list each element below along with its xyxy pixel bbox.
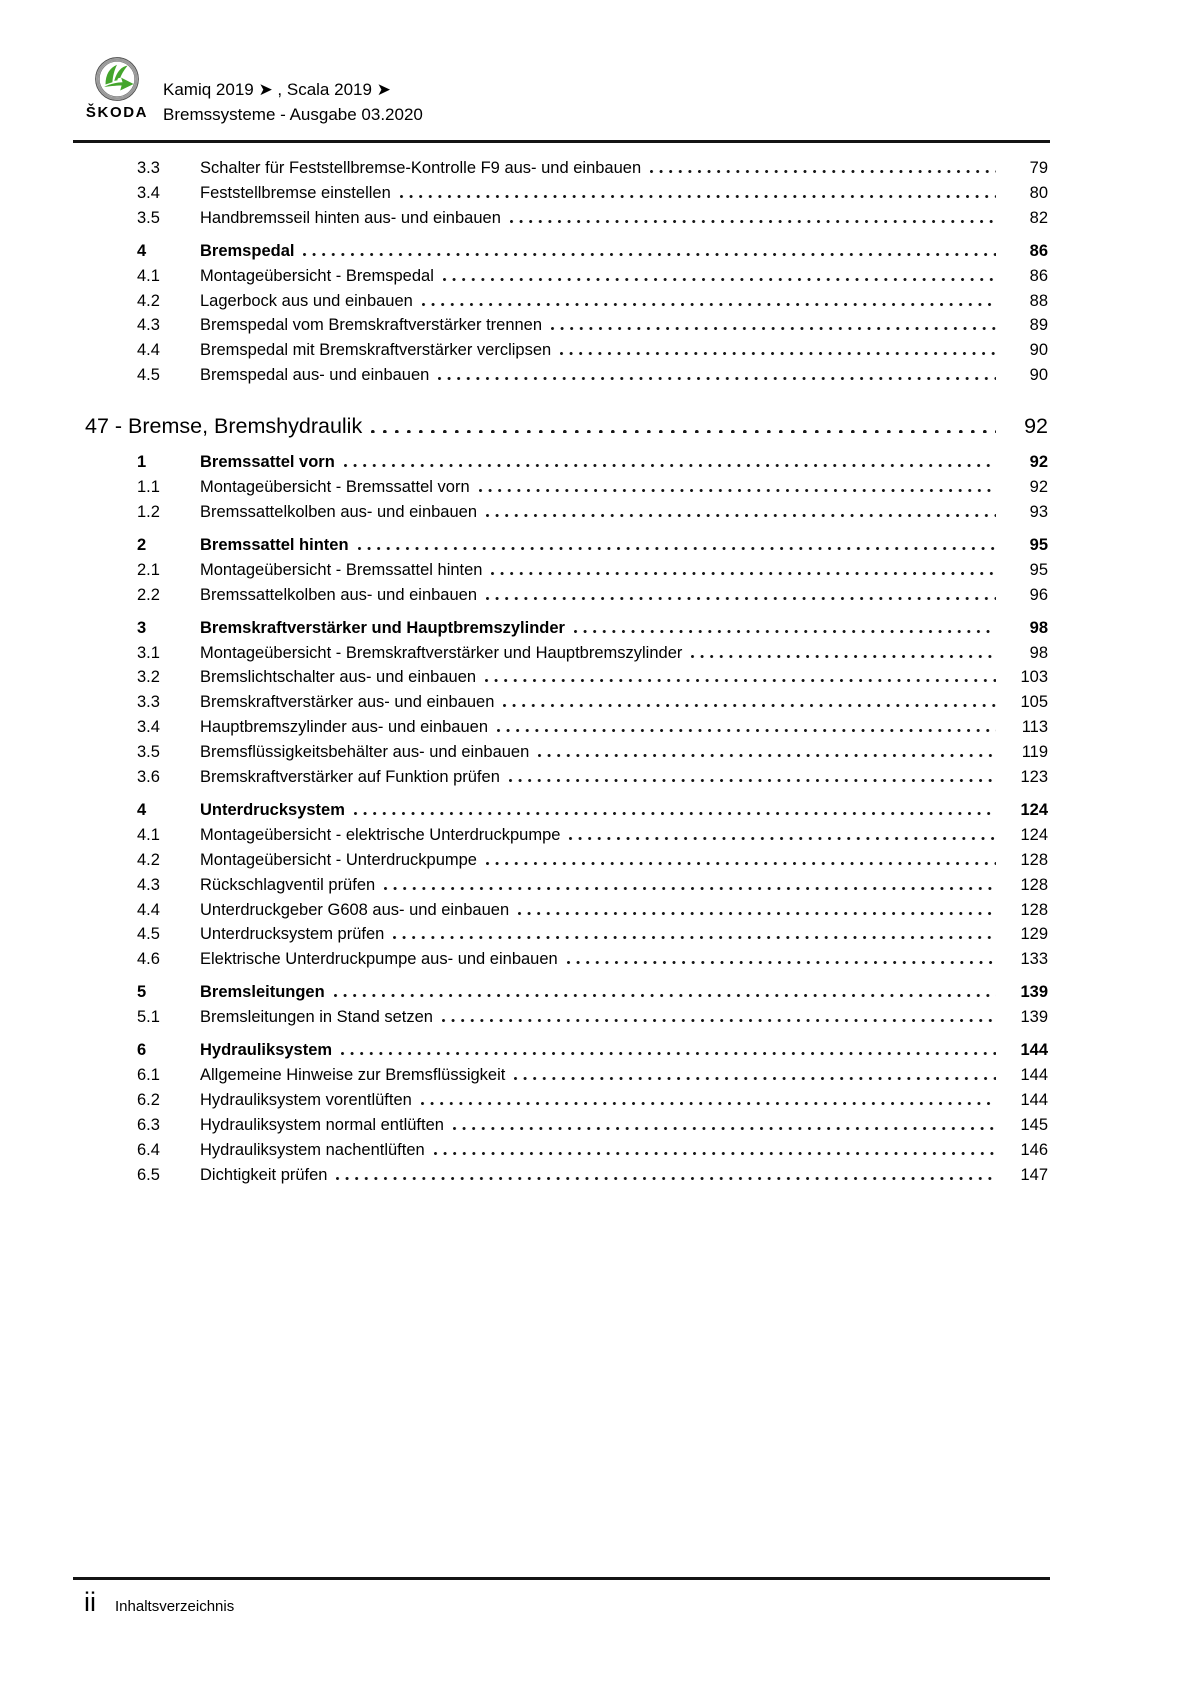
toc-entry-title: Montageübersicht - Bremssattel vorn <box>200 478 470 497</box>
toc-entry-number: 4 <box>137 241 147 260</box>
toc-entry-number: 1.1 <box>137 478 160 497</box>
toc-row <box>85 765 1048 790</box>
leader-dots <box>358 547 996 550</box>
toc-entry-page: 139 <box>1020 983 1048 1002</box>
toc-row <box>85 239 1048 264</box>
leader-dots <box>434 1152 996 1155</box>
toc-entry-number: 3.3 <box>137 693 160 712</box>
leader-dots <box>574 630 996 633</box>
skoda-logo-icon <box>94 56 140 102</box>
leader-dots <box>485 679 996 682</box>
toc-entry-page: 144 <box>1020 1066 1048 1084</box>
toc-row <box>85 363 1048 388</box>
header-rule <box>73 140 1050 143</box>
toc-row <box>85 1088 1048 1113</box>
toc-entry-page: 124 <box>1020 825 1048 844</box>
toc-entry-number: 4.1 <box>137 825 160 844</box>
toc-entry-title: Hydrauliksystem nachentlüften <box>200 1140 425 1159</box>
leader-dots <box>691 655 996 658</box>
toc-entry-number: 6.5 <box>137 1165 160 1184</box>
toc-row <box>85 798 1048 823</box>
toc-entry-page: 146 <box>1020 1140 1048 1159</box>
toc-chapter-title: 47 - Bremse, Bremshydraulik <box>85 414 363 439</box>
skoda-logo <box>80 56 154 121</box>
toc-row <box>85 338 1048 363</box>
leader-dots <box>518 912 996 915</box>
toc-entry-page: 98 <box>1029 643 1048 662</box>
leader-dots <box>384 887 996 890</box>
leader-dots <box>510 220 996 223</box>
toc-entry-number: 5.1 <box>137 1008 160 1027</box>
toc-entry-page: 103 <box>1020 668 1048 687</box>
toc-entry-page: 80 <box>1029 183 1048 202</box>
toc-entry-title: Bremsleitungen <box>200 983 325 1002</box>
toc-entry-title: Bremspedal vom Bremskraftverstärker trennen <box>200 316 543 335</box>
toc-row <box>85 823 1048 848</box>
page-footer <box>84 1586 234 1618</box>
toc-entry-number: 5 <box>137 983 147 1002</box>
leader-dots <box>422 303 996 306</box>
toc-entry-number: 4.5 <box>137 366 160 385</box>
leader-dots <box>538 754 996 757</box>
leader-dots <box>567 961 996 964</box>
footer-section-label: Inhaltsverzeichnis <box>115 1598 235 1615</box>
toc-entry-title: Rückschlagventil prüfen <box>200 875 376 894</box>
leader-dots <box>479 489 996 492</box>
leader-dots <box>341 1052 996 1055</box>
toc-row <box>85 475 1048 500</box>
toc-entry-title: Montageübersicht - elektrische Unterdruckpumpe <box>200 825 561 844</box>
toc-entry-title: Allgemeine Hinweise zur Bremsflüssigkeit <box>200 1066 506 1084</box>
toc-row <box>85 690 1048 715</box>
toc-entry-page: 89 <box>1029 316 1048 335</box>
toc-row <box>85 156 1048 181</box>
toc-entry-title: Handbremsseil hinten aus- und einbauen <box>200 208 501 227</box>
toc-entry-number: 6.4 <box>137 1140 160 1159</box>
toc-entry-page: 147 <box>1020 1165 1048 1184</box>
toc-entry-number: 3.5 <box>137 743 160 762</box>
toc-entry-page: 95 <box>1029 560 1048 579</box>
leader-dots <box>438 377 996 380</box>
toc-row <box>85 641 1048 666</box>
leader-dots <box>354 812 996 815</box>
toc-row <box>85 289 1048 314</box>
toc-entry-number: 3.4 <box>137 183 160 202</box>
footer-page-number: ii <box>84 1587 96 1617</box>
toc-entry-number: 3.3 <box>137 159 160 177</box>
toc-entry-title: Montageübersicht - Bremskraftverstärker und Hauptbremszylinder <box>200 643 683 662</box>
toc-entry-number: 4.4 <box>137 341 160 360</box>
toc-entry-title: Unterdruckgeber G608 aus- und einbauen <box>200 900 510 919</box>
toc-entry-title: Bremspedal <box>200 241 295 260</box>
toc-row <box>85 715 1048 740</box>
toc-row <box>85 947 1048 972</box>
toc-entry-number: 4.1 <box>137 266 160 285</box>
toc-entry-page: 82 <box>1029 208 1048 227</box>
toc-row <box>85 740 1048 765</box>
toc-entry-number: 4 <box>137 800 147 819</box>
toc-row <box>85 616 1048 641</box>
leader-dots <box>569 837 996 840</box>
toc-row <box>85 665 1048 690</box>
toc-entry-page: 128 <box>1020 875 1048 894</box>
toc-entry-page: 105 <box>1020 693 1048 712</box>
toc-entry-page: 92 <box>1024 414 1048 439</box>
toc-entry-title: Unterdrucksystem <box>200 800 345 819</box>
header-models-line: Kamiq 2019 ➤ , Scala 2019 ➤ <box>163 80 391 99</box>
toc-entry-number: 3 <box>137 618 147 637</box>
leader-dots <box>509 779 996 782</box>
leader-dots <box>551 327 996 330</box>
leader-dots <box>560 352 996 355</box>
toc-entry-page: 93 <box>1029 502 1048 521</box>
toc-entry-page: 128 <box>1020 900 1048 919</box>
toc-entry-number: 3.1 <box>137 643 160 662</box>
toc-row <box>85 558 1048 583</box>
toc-entry-page: 79 <box>1029 159 1048 177</box>
toc-row <box>85 583 1048 608</box>
toc-entry-title: Elektrische Unterdruckpumpe aus- und einbauen <box>200 950 558 969</box>
leader-dots <box>442 1019 996 1022</box>
toc-entry-number: 3.6 <box>137 768 160 787</box>
toc-entry-page: 113 <box>1021 718 1048 737</box>
toc-entry-number: 4.6 <box>137 950 160 969</box>
toc-entry-number: 3.4 <box>137 718 160 737</box>
toc-entry-title: Unterdrucksystem prüfen <box>200 925 385 944</box>
toc-entry-title: Hauptbremszylinder aus- und einbauen <box>200 718 489 737</box>
toc-entry-number: 3.5 <box>137 208 160 227</box>
toc-entry-title: Hydrauliksystem normal entlüften <box>200 1115 444 1134</box>
toc-entry-title: Schalter für Feststellbremse-Kontrolle F9 aus- und einbauen <box>200 159 642 177</box>
toc-row <box>85 313 1048 338</box>
toc-entry-page: 123 <box>1020 768 1048 787</box>
toc-row <box>85 206 1048 231</box>
leader-dots <box>421 1102 996 1105</box>
toc-entry-title: Montageübersicht - Bremssattel hinten <box>200 560 483 579</box>
toc-entry-page: 144 <box>1020 1041 1048 1060</box>
leader-dots <box>344 464 996 467</box>
leader-dots <box>491 572 996 575</box>
toc-entry-page: 90 <box>1029 341 1048 360</box>
toc-entry-title: Bremskraftverstärker und Hauptbremszylinder <box>200 618 565 637</box>
leader-dots <box>650 170 996 173</box>
toc-entry-title: Montageübersicht - Unterdruckpumpe <box>200 850 477 869</box>
toc-row <box>85 181 1048 206</box>
toc-entry-title: Hydrauliksystem vorentlüften <box>200 1090 412 1109</box>
toc-entry-page: 119 <box>1021 743 1048 762</box>
toc-entry-title: Bremssattel hinten <box>200 535 349 554</box>
toc-entry-page: 95 <box>1029 535 1048 554</box>
leader-dots <box>453 1127 996 1130</box>
toc-entry-title: Bremspedal mit Bremskraftverstärker verclipsen <box>200 341 552 360</box>
toc-entry-page: 129 <box>1020 925 1048 944</box>
toc-row <box>85 533 1048 558</box>
leader-dots <box>371 430 996 434</box>
leader-dots <box>393 936 996 939</box>
toc-entry-title: Dichtigkeit prüfen <box>200 1165 328 1184</box>
toc-entry-title: Lagerbock aus und einbauen <box>200 291 413 310</box>
toc-entry-page: 128 <box>1020 850 1048 869</box>
toc-row <box>85 1005 1048 1030</box>
toc-entry-title: Bremslichtschalter aus- und einbauen <box>200 668 477 687</box>
toc-row <box>85 1138 1048 1163</box>
leader-dots <box>486 862 996 865</box>
toc-entry-number: 2.2 <box>137 585 160 604</box>
toc-entry-page: 145 <box>1020 1115 1048 1134</box>
leader-dots <box>334 994 996 997</box>
toc-entry-page: 92 <box>1029 453 1048 472</box>
toc-row <box>85 1038 1048 1063</box>
header-doc-line: Bremssysteme - Ausgabe 03.2020 <box>163 105 423 124</box>
brand-name: ŠKODA <box>85 104 149 121</box>
toc-entry-number: 1.2 <box>137 502 160 521</box>
toc-entry-number: 4.3 <box>137 875 160 894</box>
toc-row <box>85 500 1048 525</box>
toc-entry-number: 6.3 <box>137 1115 160 1134</box>
toc-row <box>85 1163 1048 1188</box>
toc-entry-page: 98 <box>1029 618 1048 637</box>
toc-entry-page: 133 <box>1020 950 1048 969</box>
leader-dots <box>443 278 996 281</box>
leader-dots <box>486 597 996 600</box>
toc-entry-number: 6 <box>137 1041 147 1060</box>
footer-rule <box>73 1577 1050 1580</box>
toc-entry-number: 4.2 <box>137 291 160 310</box>
toc-entry-title: Montageübersicht - Bremspedal <box>200 266 434 285</box>
toc-row <box>85 1113 1048 1138</box>
toc-entry-page: 139 <box>1020 1008 1048 1027</box>
toc-entry-number: 6.1 <box>137 1066 160 1084</box>
toc-entry-page: 88 <box>1029 291 1048 310</box>
toc-entry-title: Bremsleitungen in Stand setzen <box>200 1008 433 1027</box>
toc-entry-number: 3.2 <box>137 668 160 687</box>
leader-dots <box>303 253 996 256</box>
toc-entry-title: Bremspedal aus- und einbauen <box>200 366 430 385</box>
toc-entry-title: Bremsflüssigkeitsbehälter aus- und einbauen <box>200 743 530 762</box>
leader-dots <box>486 514 996 517</box>
leader-dots <box>336 1177 996 1180</box>
leader-dots <box>503 704 996 707</box>
toc-entry-title: Bremssattelkolben aus- und einbauen <box>200 585 478 604</box>
toc-entry-page: 92 <box>1029 478 1048 497</box>
toc-chapter-row <box>85 411 1048 441</box>
toc-entry-number: 4.5 <box>137 925 160 944</box>
toc-entry-number: 1 <box>137 453 147 472</box>
toc-entry-title: Hydrauliksystem <box>200 1041 333 1060</box>
toc-row <box>85 873 1048 898</box>
toc-entry-title: Bremskraftverstärker aus- und einbauen <box>200 693 495 712</box>
header-text <box>163 77 423 127</box>
toc-row <box>85 922 1048 947</box>
toc-entry-title: Bremssattelkolben aus- und einbauen <box>200 502 478 521</box>
toc-entry-page: 124 <box>1020 800 1048 819</box>
toc-entry-number: 4.3 <box>137 316 160 335</box>
toc-entry-title: Feststellbremse einstellen <box>200 183 391 202</box>
toc-entry-number: 4.2 <box>137 850 160 869</box>
toc-entry-number: 2.1 <box>137 560 160 579</box>
toc-row <box>85 898 1048 923</box>
table-of-contents <box>85 156 1048 1188</box>
toc-entry-page: 90 <box>1029 366 1048 385</box>
toc-entry-number: 4.4 <box>137 900 160 919</box>
toc-entry-page: 86 <box>1029 266 1048 285</box>
toc-entry-number: 6.2 <box>137 1090 160 1109</box>
leader-dots <box>514 1077 996 1080</box>
toc-entry-number: 2 <box>137 535 147 554</box>
leader-dots <box>400 195 996 198</box>
toc-entry-title: Bremskraftverstärker auf Funktion prüfen <box>200 768 500 787</box>
toc-entry-title: Bremssattel vorn <box>200 453 335 472</box>
toc-row <box>85 980 1048 1005</box>
toc-entry-page: 86 <box>1029 241 1048 260</box>
toc-entry-page: 96 <box>1029 585 1048 604</box>
toc-row <box>85 264 1048 289</box>
toc-row <box>85 450 1048 475</box>
toc-entry-page: 144 <box>1020 1090 1048 1109</box>
toc-row <box>85 848 1048 873</box>
leader-dots <box>497 729 996 732</box>
toc-row <box>85 1063 1048 1088</box>
